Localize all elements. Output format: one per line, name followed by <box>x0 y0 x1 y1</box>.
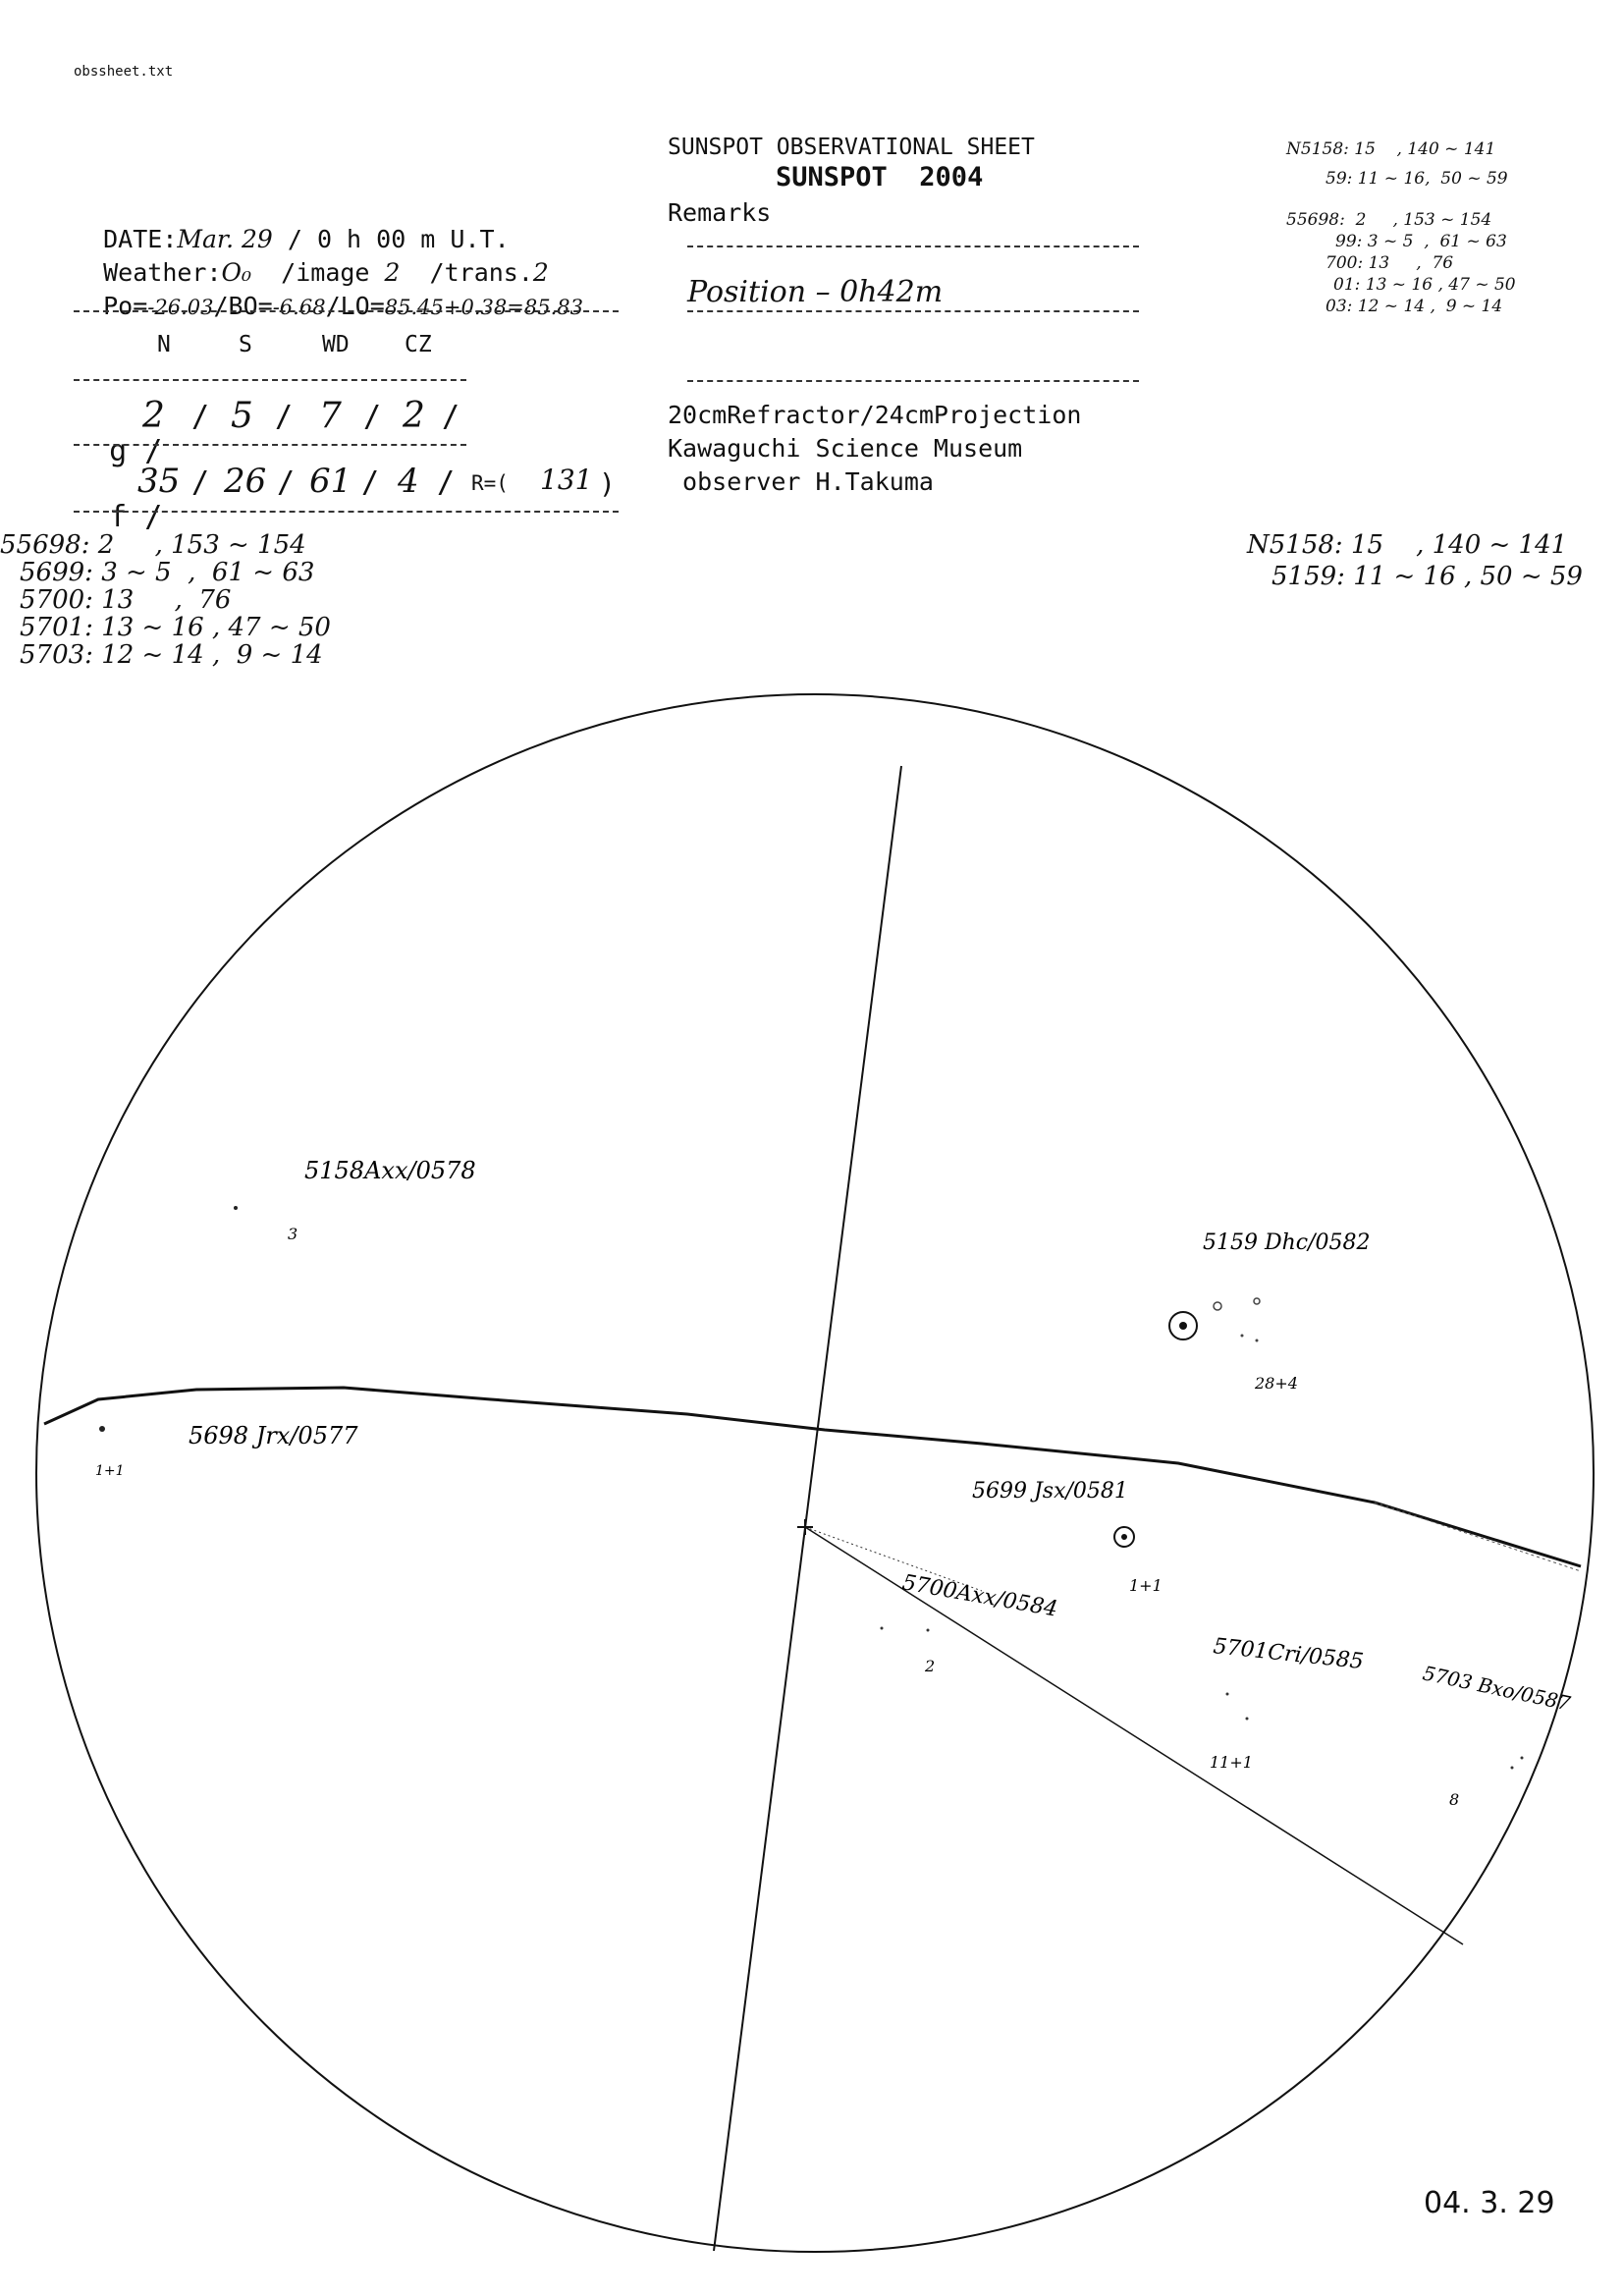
f-sep-4: / <box>437 465 456 500</box>
spot-5698 <box>99 1426 105 1432</box>
top-right-note-3: 55698: 2 , 153 ~ 154 <box>1286 210 1492 230</box>
file-name: obssheet.txt <box>74 64 174 80</box>
col-header-n: N <box>157 332 171 357</box>
left-note-2: 5699: 3 ~ 5 , 61 ~ 63 <box>20 558 315 587</box>
spot-5700-b <box>927 1629 930 1632</box>
f-value-cz: 4 <box>398 462 419 501</box>
count-5158: 3 <box>288 1225 298 1243</box>
museum-text: Kawaguchi Science Museum <box>668 434 1023 463</box>
date-label: DATE: <box>103 225 178 253</box>
sheet-subtitle: SUNSPOT 2004 <box>776 162 984 192</box>
spot-5159-e <box>1256 1339 1259 1342</box>
label-5698: 5698 Jrx/0577 <box>189 1422 358 1449</box>
left-note-1: 55698: 2 , 153 ~ 154 <box>0 530 306 560</box>
g-value-cz: 2 <box>403 396 425 436</box>
f-sep-1: / <box>191 465 210 500</box>
weather-label: Weather: <box>103 258 222 287</box>
count-5700: 2 <box>925 1657 936 1675</box>
date-stamp: 04. 3. 29 <box>1424 2186 1555 2220</box>
instrument-text: 20cmRefractor/24cmProjection <box>668 401 1082 429</box>
bo-value: -6.68 <box>272 296 326 319</box>
spot-5700-a <box>881 1627 884 1630</box>
bo-label: /BO= <box>213 292 273 320</box>
count-5698: 1+1 <box>95 1463 125 1479</box>
image-value: 2 <box>384 258 401 287</box>
weather-value: O₀ <box>221 258 252 287</box>
g-value-s: 5 <box>231 396 253 436</box>
count-5699: 1+1 <box>1129 1576 1163 1595</box>
top-right-note-6: 01: 13 ~ 16 , 47 ~ 50 <box>1333 275 1516 295</box>
right-note-1: N5158: 15 , 140 ~ 141 <box>1247 530 1568 560</box>
remarks-label: Remarks <box>668 198 772 227</box>
date-value: Mar. 29 <box>177 225 273 253</box>
col-header-cz: CZ <box>405 332 432 357</box>
spot-5703-b <box>1521 1757 1524 1760</box>
spot-5159-umbra <box>1179 1322 1187 1330</box>
observer-text: observer H.Takuma <box>668 467 934 496</box>
left-note-4: 5701: 13 ~ 16 , 47 ~ 50 <box>20 613 331 642</box>
col-header-wd: WD <box>322 332 350 357</box>
solar-disk-outline <box>36 694 1594 2252</box>
image-label: /image <box>251 258 385 287</box>
lo-value: 85.45+0.38=85.83 <box>384 296 583 319</box>
spot-5701-a <box>1226 1693 1229 1696</box>
f-value-s: 26 <box>224 462 267 501</box>
lo-label: /LO= <box>325 292 385 320</box>
right-note-2: 5159: 11 ~ 16 , 50 ~ 59 <box>1271 562 1583 591</box>
label-5159: 5159 Dhc/0582 <box>1203 1230 1371 1255</box>
remarks-note: Position – 0h42m <box>687 275 944 309</box>
po-label: Po= <box>103 292 148 320</box>
g-sep-3: / <box>363 400 382 434</box>
top-right-note-4: 99: 3 ~ 5 , 61 ~ 63 <box>1335 232 1507 251</box>
g-sep-1: / <box>191 400 210 434</box>
r-value: 131 <box>540 464 593 496</box>
spot-5699-umbra <box>1121 1534 1127 1540</box>
top-right-note-5: 700: 13 , 76 <box>1325 253 1454 273</box>
g-sep-2: / <box>275 400 294 434</box>
label-5701: 5701Cri/0585 <box>1212 1634 1365 1675</box>
spot-5159-b <box>1214 1302 1221 1310</box>
left-note-5: 5703: 12 ~ 14 , 9 ~ 14 <box>20 640 323 670</box>
count-5701: 11+1 <box>1210 1753 1253 1772</box>
label-5699: 5699 Jsx/0581 <box>972 1479 1128 1503</box>
rotation-axis-line <box>714 766 901 2251</box>
f-sep-2: / <box>277 465 296 500</box>
f-sep-3: / <box>361 465 380 500</box>
col-header-s: S <box>239 332 252 357</box>
top-right-note-1: N5158: 15 , 140 ~ 141 <box>1286 139 1496 159</box>
sheet-title: SUNSPOT OBSERVATIONAL SHEET <box>668 135 1035 160</box>
spot-5703-a <box>1511 1767 1514 1770</box>
time-value: / 0 h 00 m U.T. <box>272 225 510 253</box>
spot-5701-b <box>1246 1718 1249 1721</box>
spot-5159-d <box>1241 1335 1244 1338</box>
count-5703: 8 <box>1449 1790 1460 1809</box>
label-5700: 5700Axx/0584 <box>899 1570 1059 1622</box>
count-5159: 28+4 <box>1255 1374 1298 1393</box>
f-label: f / <box>109 500 163 534</box>
trans-label: /trans. <box>400 258 533 287</box>
r-close: ) <box>599 467 616 500</box>
spot-5159-c <box>1254 1298 1260 1304</box>
trans-value: 2 <box>532 258 549 287</box>
r-label: R=( <box>471 471 509 495</box>
g-label: g / <box>109 434 163 468</box>
left-note-3: 5700: 13 , 76 <box>20 585 232 615</box>
f-value-wd: 61 <box>309 462 352 501</box>
g-value-n: 2 <box>142 396 165 436</box>
top-right-note-7: 03: 12 ~ 14 , 9 ~ 14 <box>1325 297 1503 316</box>
label-5158: 5158Axx/0578 <box>304 1157 476 1184</box>
f-value-n: 35 <box>137 462 181 501</box>
label-5703: 5703 Bxo/0587 <box>1420 1661 1573 1716</box>
g-sep-4: / <box>442 400 460 434</box>
po-value: -26.03 <box>147 296 214 319</box>
top-right-note-2: 59: 11 ~ 16, 50 ~ 59 <box>1325 169 1508 189</box>
g-value-wd: 7 <box>319 396 342 436</box>
spot-5158 <box>234 1206 238 1210</box>
